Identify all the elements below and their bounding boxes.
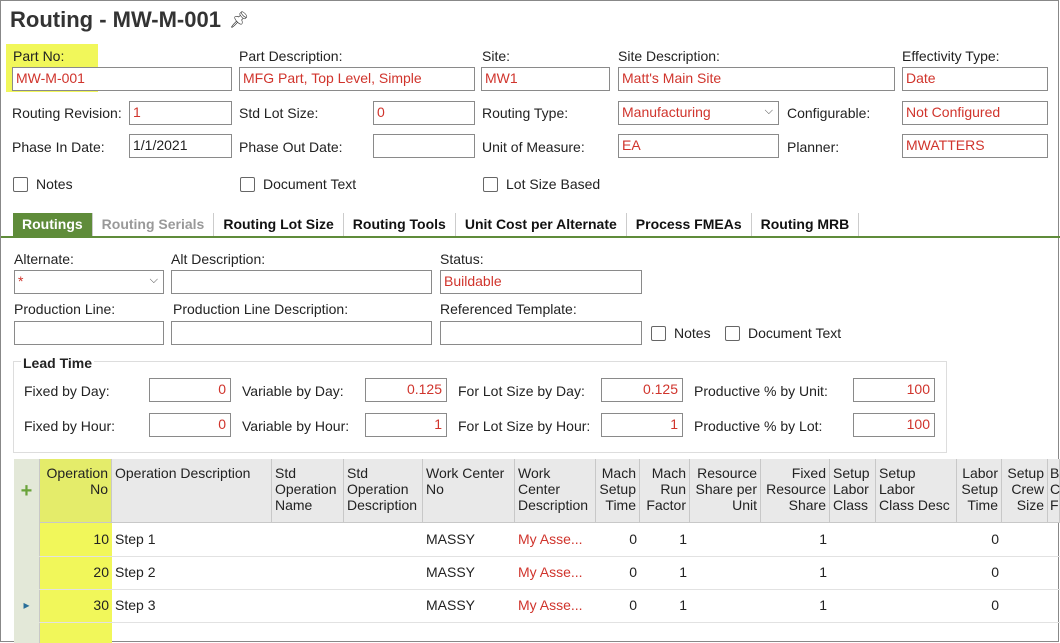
- phase-in-date-label: Phase In Date:: [12, 139, 105, 155]
- col-labor-setup-time[interactable]: Labor Setup Time: [957, 459, 1002, 523]
- status-field[interactable]: Buildable: [440, 270, 642, 294]
- lot-size-by-hour-field[interactable]: 1: [601, 413, 683, 437]
- alternate-select[interactable]: [14, 270, 164, 294]
- row-2-operation-no[interactable]: 20: [93, 564, 109, 580]
- lead-time-group: [13, 361, 947, 453]
- checkbox-icon[interactable]: [240, 177, 255, 192]
- unit-of-measure-field[interactable]: EA: [618, 134, 779, 158]
- notes-checkbox[interactable]: [13, 176, 73, 192]
- row-3-operation-description[interactable]: Step 3: [115, 597, 156, 613]
- col-setup-labor-class-desc[interactable]: Setup Labor Class Desc: [876, 459, 957, 523]
- alternate-label: Alternate:: [14, 251, 74, 267]
- tab-process-fmeas[interactable]: Process FMEAs: [627, 213, 752, 236]
- std-lot-size-field[interactable]: 0: [373, 101, 475, 125]
- document-text-checkbox[interactable]: [240, 176, 356, 192]
- current-row-marker-icon: ▸: [23, 598, 30, 612]
- effectivity-type-label: Effectivity Type:: [902, 48, 1000, 64]
- row-3-work-center-description[interactable]: My Asse...: [518, 597, 583, 613]
- row-2-operation-description[interactable]: Step 2: [115, 564, 156, 580]
- col-resource-share-per-unit[interactable]: Resource Share per Unit: [690, 459, 761, 523]
- site-description-field[interactable]: Matt's Main Site: [618, 67, 895, 91]
- row-3-mach-setup-time[interactable]: 0: [629, 597, 637, 613]
- site-description-label: Site Description:: [618, 48, 720, 64]
- row-2-mach-run-factor[interactable]: 1: [679, 564, 687, 580]
- unit-of-measure-label: Unit of Measure:: [482, 139, 585, 155]
- tab-bar: [13, 213, 859, 236]
- alt-description-field[interactable]: [171, 270, 432, 294]
- tab-unit-cost-per-alternate[interactable]: Unit Cost per Alternate: [456, 213, 627, 236]
- phase-out-date-field[interactable]: [373, 134, 475, 158]
- production-line-description-label: Production Line Description:: [173, 301, 349, 317]
- checkbox-icon[interactable]: [13, 177, 28, 192]
- routing-revision-field[interactable]: 1: [129, 101, 232, 125]
- tab-routing-mrb[interactable]: Routing MRB: [752, 213, 860, 236]
- effectivity-type-field[interactable]: Date: [902, 67, 1048, 91]
- col-mach-run-factor[interactable]: Mach Run Factor: [640, 459, 690, 523]
- row-1-work-center-no[interactable]: MASSY: [426, 531, 476, 547]
- configurable-field[interactable]: Not Configured: [902, 101, 1048, 125]
- lot-size-by-day-field[interactable]: 0.125: [601, 378, 683, 402]
- col-operation-description[interactable]: Operation Description: [112, 459, 272, 523]
- part-no-field[interactable]: MW-M-001: [12, 67, 232, 91]
- col-setup-crew-size[interactable]: Setup Crew Size: [1002, 459, 1048, 523]
- row-2-labor-setup-time[interactable]: 0: [991, 564, 999, 580]
- chevron-down-icon[interactable]: ⌵: [764, 105, 773, 117]
- row-3-mach-run-factor[interactable]: 1: [679, 597, 687, 613]
- document-text-checkbox-label: Document Text: [263, 176, 357, 192]
- production-line-description-field[interactable]: [171, 321, 432, 345]
- phase-in-date-field[interactable]: 1/1/2021: [129, 134, 232, 158]
- phase-out-date-label: Phase Out Date:: [239, 139, 343, 155]
- productive-by-unit-label: Productive % by Unit:: [694, 383, 828, 399]
- col-truncated[interactable]: B C F: [1048, 459, 1060, 523]
- site-field[interactable]: MW1: [481, 67, 610, 91]
- planner-label: Planner:: [787, 139, 840, 155]
- col-operation-no[interactable]: Operation No: [40, 459, 112, 523]
- tab-underline: [1, 236, 1060, 238]
- row-1-mach-setup-time[interactable]: 0: [629, 531, 637, 547]
- chevron-down-icon[interactable]: ⌵: [149, 274, 158, 286]
- lot-size-based-checkbox-label: Lot Size Based: [506, 176, 601, 192]
- col-mach-setup-time[interactable]: Mach Setup Time: [596, 459, 640, 523]
- col-fixed-resource-share[interactable]: Fixed Resource Share: [761, 459, 830, 523]
- checkbox-icon[interactable]: [725, 326, 740, 341]
- std-lot-size-label: Std Lot Size:: [239, 105, 319, 121]
- configurable-label: Configurable:: [787, 105, 871, 121]
- page-title-text: Routing - MW-M-001: [10, 7, 221, 32]
- routing-notes-label: Notes: [674, 325, 711, 341]
- checkbox-icon[interactable]: [651, 326, 666, 341]
- part-description-label: Part Description:: [239, 48, 343, 64]
- planner-field[interactable]: MWATTERS: [902, 134, 1048, 158]
- row-1-mach-run-factor[interactable]: 1: [679, 531, 687, 547]
- add-row-icon[interactable]: +: [20, 480, 33, 502]
- tab-routing-tools[interactable]: Routing Tools: [344, 213, 456, 236]
- fixed-by-day-field[interactable]: 0: [149, 378, 231, 402]
- row-3-labor-setup-time[interactable]: 0: [991, 597, 999, 613]
- referenced-template-field[interactable]: [440, 321, 642, 345]
- referenced-template-label: Referenced Template:: [440, 301, 577, 317]
- col-std-operation-description[interactable]: Std Operation Description: [344, 459, 423, 523]
- alternate-value: *: [18, 273, 24, 289]
- fixed-by-hour-label: Fixed by Hour:: [24, 418, 116, 434]
- part-description-field[interactable]: MFG Part, Top Level, Simple: [239, 67, 475, 91]
- lot-size-by-day-label: For Lot Size by Day:: [458, 383, 585, 399]
- col-std-operation-name[interactable]: Std Operation Name: [272, 459, 344, 523]
- pin-icon[interactable]: 📌︎: [228, 12, 250, 29]
- status-label: Status:: [440, 251, 484, 267]
- routing-revision-label: Routing Revision:: [12, 105, 122, 121]
- variable-by-day-label: Variable by Day:: [242, 383, 344, 399]
- row-1-labor-setup-time[interactable]: 0: [991, 531, 999, 547]
- routing-type-select[interactable]: [618, 101, 779, 125]
- routing-document-text-label: Document Text: [748, 325, 842, 341]
- row-1-operation-description[interactable]: Step 1: [115, 531, 156, 547]
- col-setup-labor-class[interactable]: Setup Labor Class: [830, 459, 876, 523]
- tab-routing-serials[interactable]: Routing Serials: [93, 213, 215, 236]
- routing-notes-checkbox[interactable]: [651, 325, 711, 341]
- checkbox-icon[interactable]: [483, 177, 498, 192]
- row-2-mach-setup-time[interactable]: 0: [629, 564, 637, 580]
- part-no-label: Part No:: [13, 48, 65, 64]
- notes-checkbox-label: Notes: [36, 176, 73, 192]
- productive-by-lot-field[interactable]: 100: [853, 413, 935, 437]
- row-1-operation-no[interactable]: 10: [93, 531, 109, 547]
- tab-routing-lot-size[interactable]: Routing Lot Size: [214, 213, 343, 236]
- fixed-by-day-label: Fixed by Day:: [24, 383, 110, 399]
- row-3-operation-no[interactable]: 30: [93, 597, 109, 613]
- lead-time-title: Lead Time: [23, 355, 92, 371]
- site-label: Site:: [482, 48, 511, 64]
- production-line-field[interactable]: [14, 321, 164, 345]
- row-1-work-center-description[interactable]: My Asse...: [518, 531, 583, 547]
- lot-size-based-checkbox[interactable]: [483, 176, 600, 192]
- routing-type-value: Manufacturing: [622, 104, 711, 120]
- row-3-work-center-no[interactable]: MASSY: [426, 597, 476, 613]
- routing-document-text-checkbox[interactable]: [725, 325, 841, 341]
- row-1-fixed-resource-share[interactable]: 1: [819, 531, 827, 547]
- routing-type-label: Routing Type:: [482, 105, 569, 121]
- fixed-by-hour-field[interactable]: 0: [149, 413, 231, 437]
- col-work-center-no[interactable]: Work Center No: [423, 459, 515, 523]
- productive-by-unit-field[interactable]: 100: [853, 378, 935, 402]
- tab-routings[interactable]: Routings: [13, 213, 93, 236]
- productive-by-lot-label: Productive % by Lot:: [694, 418, 823, 434]
- variable-by-day-field[interactable]: 0.125: [365, 378, 447, 402]
- operations-grid: [14, 459, 1060, 643]
- variable-by-hour-label: Variable by Hour:: [242, 418, 350, 434]
- lot-size-by-hour-label: For Lot Size by Hour:: [458, 418, 591, 434]
- col-work-center-description[interactable]: Work Center Description: [515, 459, 596, 523]
- production-line-label: Production Line:: [14, 301, 116, 317]
- page-title: [10, 7, 249, 33]
- variable-by-hour-field[interactable]: 1: [365, 413, 447, 437]
- alt-description-label: Alt Description:: [171, 251, 266, 267]
- row-3-fixed-resource-share[interactable]: 1: [819, 597, 827, 613]
- row-2-fixed-resource-share[interactable]: 1: [819, 564, 827, 580]
- row-divider: [39, 622, 1060, 623]
- row-2-work-center-description[interactable]: My Asse...: [518, 564, 583, 580]
- row-2-work-center-no[interactable]: MASSY: [426, 564, 476, 580]
